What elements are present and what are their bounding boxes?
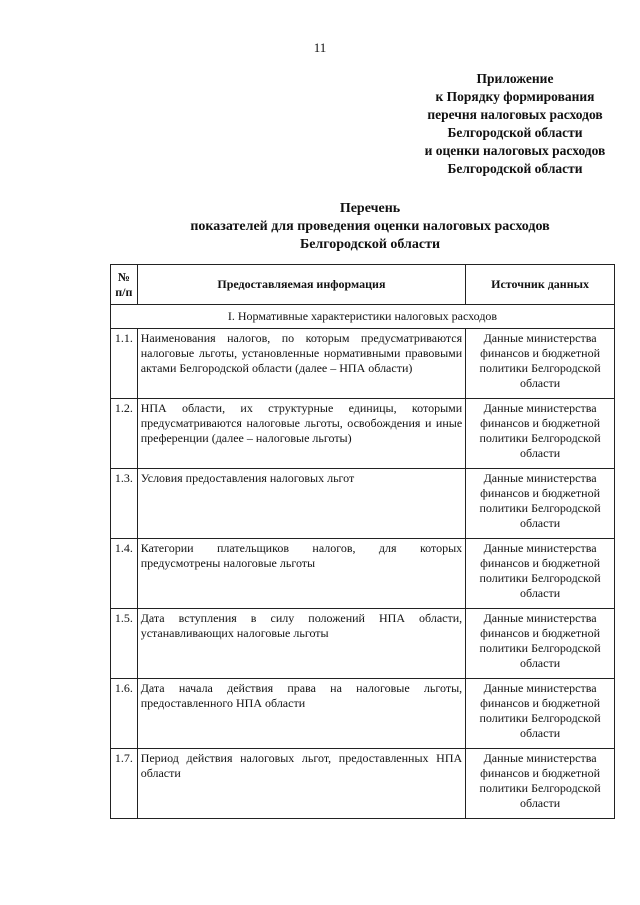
table-row xyxy=(111,609,615,679)
header-number: № п/п xyxy=(111,265,138,305)
row-info: Период действия налоговых льгот, предоставленных НПА области xyxy=(137,749,465,819)
row-source: Данные министерства финансов и бюджетной политики Белгородской области xyxy=(466,609,615,679)
row-source: Данные министерства финансов и бюджетной политики Белгородской области xyxy=(466,539,615,609)
table-row xyxy=(111,329,615,399)
appendix-line: к Порядку формирования xyxy=(435,89,595,104)
row-info: Категории плательщиков налогов, для которых предусмотрены налоговые льготы xyxy=(137,539,465,609)
appendix-line: и оценки налоговых расходов xyxy=(424,143,606,158)
row-number: 1.6. xyxy=(111,679,138,749)
row-info: Наименования налогов, по которым предусматриваются налоговые льготы, установленные нормативными правовыми актами Белгородской области (далее – НПА области) xyxy=(137,329,465,399)
row-info: Дата вступления в силу положений НПА области, устанавливающих налоговые льготы xyxy=(137,609,465,679)
row-source: Данные министерства финансов и бюджетной политики Белгородской области xyxy=(466,329,615,399)
row-source: Данные министерства финансов и бюджетной политики Белгородской области xyxy=(466,679,615,749)
row-number: 1.5. xyxy=(111,609,138,679)
title-line: Перечень xyxy=(339,201,401,216)
row-source: Данные министерства финансов и бюджетной политики Белгородской области xyxy=(466,469,615,539)
page-number: 11 xyxy=(313,40,327,55)
document-title xyxy=(100,200,640,254)
row-source: Данные министерства финансов и бюджетной политики Белгородской области xyxy=(466,749,615,819)
header-source: Источник данных xyxy=(466,265,615,305)
title-line: показателей для проведения оценки налоговых расходов xyxy=(190,219,550,234)
row-number: 1.3. xyxy=(111,469,138,539)
row-source: Данные министерства финансов и бюджетной политики Белгородской области xyxy=(466,399,615,469)
table-row xyxy=(111,679,615,749)
table-row xyxy=(111,749,615,819)
row-number: 1.7. xyxy=(111,749,138,819)
table-row xyxy=(111,469,615,539)
appendix-block xyxy=(400,70,630,178)
appendix-line: Белгородской области xyxy=(447,125,583,140)
section-title: I. Нормативные характеристики налоговых расходов xyxy=(111,305,615,329)
table-header-row xyxy=(111,265,615,305)
appendix-line: Белгородской области xyxy=(447,161,583,176)
row-number: 1.2. xyxy=(111,399,138,469)
title-line: Белгородской области xyxy=(299,237,441,252)
indicators-table xyxy=(110,264,615,819)
row-info: Условия предоставления налоговых льгот xyxy=(137,469,465,539)
appendix-line: Приложение xyxy=(476,71,554,86)
row-number: 1.1. xyxy=(111,329,138,399)
row-number: 1.4. xyxy=(111,539,138,609)
section-row xyxy=(111,305,615,329)
row-info: НПА области, их структурные единицы, которыми предусматриваются налоговые льготы, освобождения и иные преференции (далее – налоговые льготы) xyxy=(137,399,465,469)
header-info: Предоставляемая информация xyxy=(137,265,465,305)
table-row xyxy=(111,539,615,609)
table-row xyxy=(111,399,615,469)
appendix-line: перечня налоговых расходов xyxy=(427,107,603,122)
row-info: Дата начала действия права на налоговые льготы, предоставленного НПА области xyxy=(137,679,465,749)
